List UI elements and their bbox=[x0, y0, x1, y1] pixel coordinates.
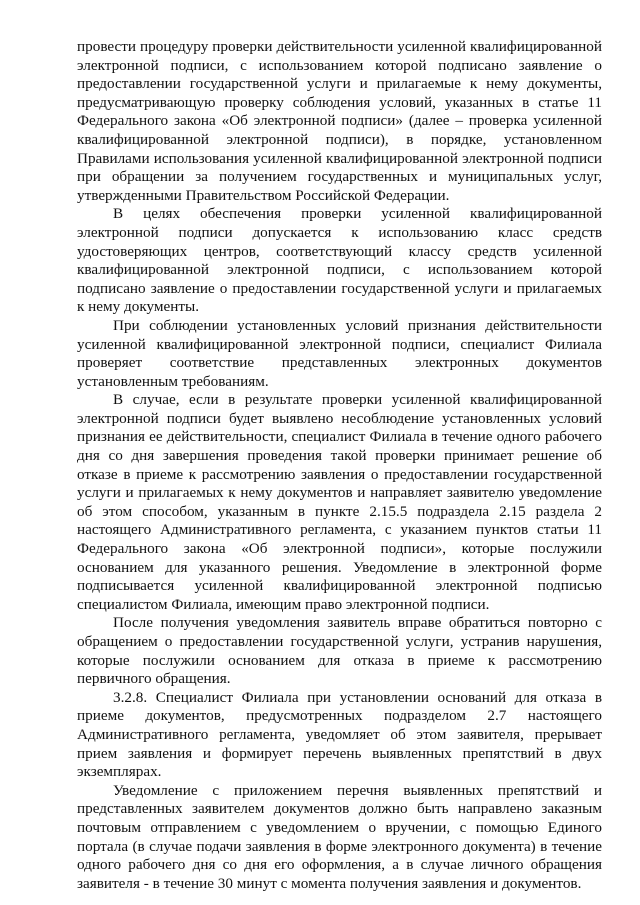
document-page bbox=[77, 38, 602, 893]
paragraph-section-3-2-8: 3.2.8. Специалист Филиала при установлении оснований для отказа в приеме документов, предусмотренных подразделом 2.7 настоящего Административного регламента, уведомляет об этом заявителя, прерывает прием заявления и формирует перечень выявленных препятствий в двух экземплярах. bbox=[77, 688, 602, 781]
paragraph-repeat-request: После получения уведомления заявитель вправе обратиться повторно с обращением о предоставлении государственной услуги, устранив нарушения, которые послужили основанием для отказа в приеме к рассмотрению первичного обращения. bbox=[77, 614, 602, 688]
paragraph-document-check: При соблюдении установленных условий признания действительности усиленной квалифицированной электронной подписи, специалист Филиала проверяет соответствие представленных электронных документов установленным требованиям. bbox=[77, 316, 602, 390]
paragraph-notification-delivery: Уведомление с приложением перечня выявленных препятствий и представленных заявителем документов должно быть направлено заказным почтовым отправлением с уведомлением о вручении, с помощью Единого портала (в случае подачи заявления в форме электронного документа) в течение одного рабочего дня со дня его оформления, а в случае личного обращения заявителя - в течение 30 минут с момента получения заявления и документов. bbox=[77, 781, 602, 892]
paragraph-certification-centers: В целях обеспечения проверки усиленной квалифицированной электронной подписи допускается к использованию класс средств удостоверяющих центров, соответствующий классу средств усиленной квалифицированной электронной подписи, с использованием которой подписано заявление о предоставлении государственной услуги и прилагаемых к нему документы. bbox=[77, 205, 602, 316]
paragraph-signature-verification: провести процедуру проверки действительности усиленной квалифицированной электронной подписи, с использованием которой подписано заявление о предоставлении государственной услуги и прилагаемые к нему документы, предусматривающую проверку соблюдения условий, указанных в статье 11 Федерального закона «Об электронной подписи» (далее – проверка усиленной квалифицированной электронной подписи), в порядке, установленном Правилами использования усиленной квалифицированной электронной подписи при обращении за получением государственных и муниципальных услуг, утвержденными Правительством Российской Федерации. bbox=[77, 38, 602, 204]
paragraph-refusal-notice: В случае, если в результате проверки усиленной квалифицированной электронной подписи будет выявлено несоблюдение установленных условий признания ее действительности, специалист Филиала в течение одного рабочего дня со дня завершения проведения такой проверки принимает решение об отказе в приеме к рассмотрению заявления о предоставлении государственной услуги и прилагаемых к нему документов и направляет заявителю уведомление об этом способом, указанным в пункте 2.15.5 подраздела 2.15 раздела 2 настоящего Административного регламента, с указанием пунктов статьи 11 Федерального закона «Об электронной подписи», которые послужили основанием для указанного решения. Уведомление в электронной форме подписывается усиленной квалифицированной электронной подписью специалистом Филиала, имеющим право электронной подписи. bbox=[77, 391, 602, 613]
